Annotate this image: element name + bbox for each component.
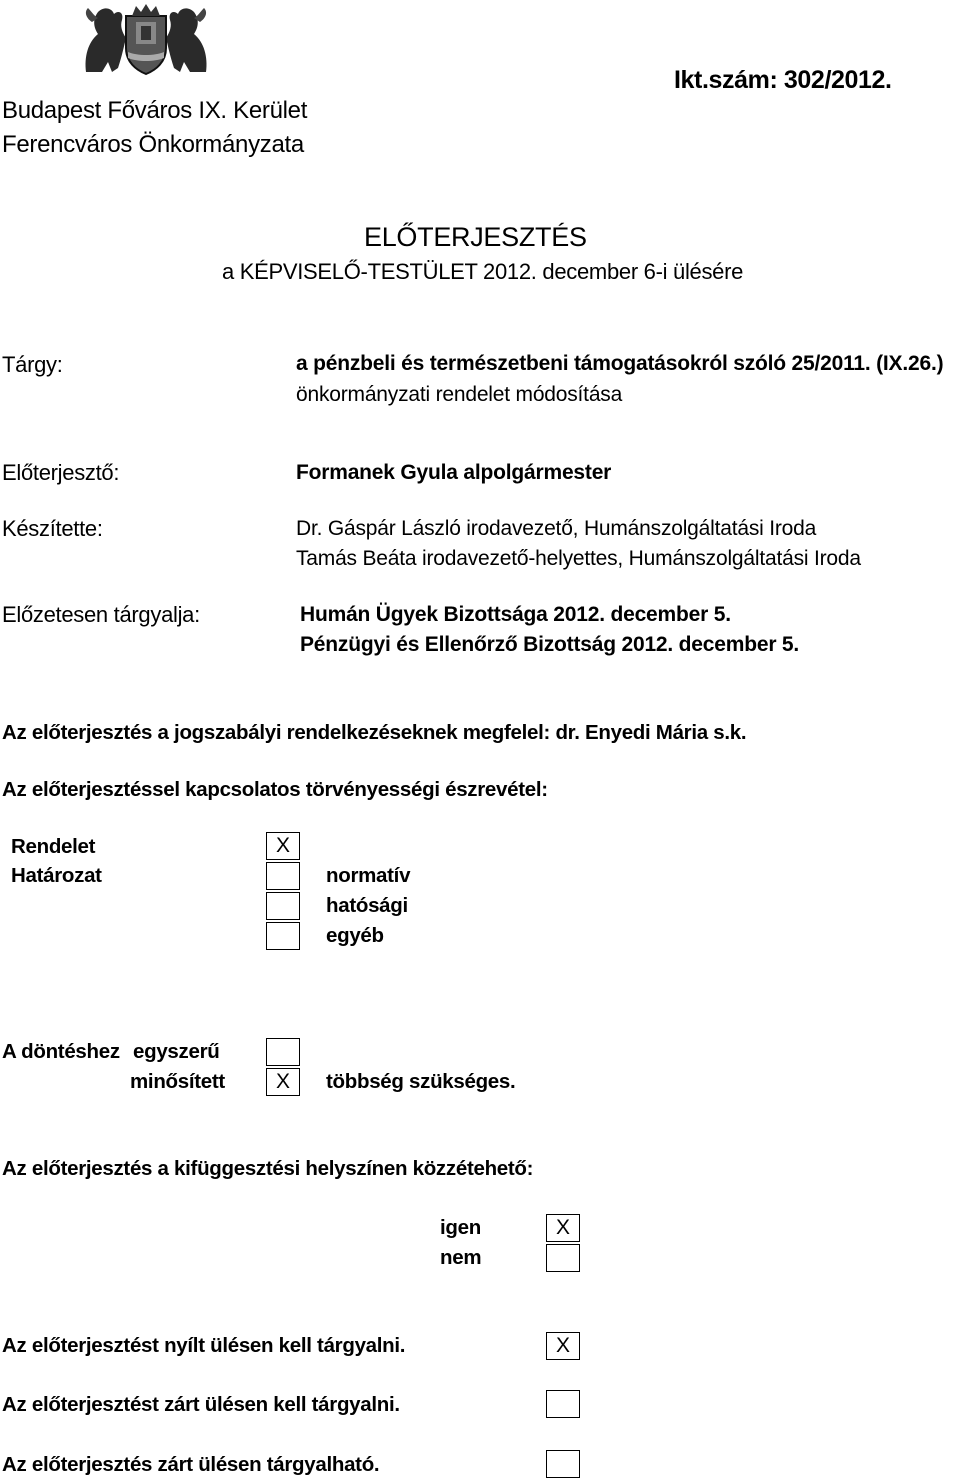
majority-suffix: többség szükséges. — [326, 1070, 516, 1093]
coat-of-arms-icon — [78, 2, 214, 78]
normativ-checkbox[interactable] — [266, 862, 300, 890]
presenter-label: Előterjesztő: — [2, 460, 120, 485]
publication-yes-checkbox[interactable]: X — [546, 1214, 580, 1242]
may-closed-session-text: Az előterjesztés zárt ülésen tárgyalható. — [2, 1453, 380, 1476]
legal-compliance: Az előterjesztés a jogszabályi rendelkezéseknek megfelel: dr. Enyedi Mária s.k. — [2, 721, 747, 744]
rendelet-checkbox[interactable]: X — [266, 832, 300, 860]
prepared-line-1: Dr. Gáspár László irodavezető, Humánszolgáltatási Iroda — [296, 517, 817, 540]
hatarozat-label: Határozat — [11, 864, 102, 887]
open-session-checkbox[interactable]: X — [546, 1332, 580, 1360]
document-title: ELŐTERJESZTÉS — [364, 222, 587, 252]
majority-qualified-label: minősített — [130, 1070, 225, 1093]
presenter-value: Formanek Gyula alpolgármester — [296, 461, 612, 484]
majority-label: A döntéshez — [2, 1040, 120, 1063]
egyeb-checkbox[interactable] — [266, 922, 300, 950]
rendelet-label: Rendelet — [11, 835, 96, 858]
majority-qualified-checkbox[interactable]: X — [266, 1068, 300, 1096]
hatosagi-label: hatósági — [326, 894, 408, 917]
prior-discussion-line-1: Humán Ügyek Bizottsága 2012. december 5. — [300, 603, 731, 626]
subject-line-1: a pénzbeli és természetbeni támogatásokról szóló 25/2011. (IX.26.) — [296, 352, 944, 375]
egyeb-label: egyéb — [326, 924, 384, 947]
closed-session-checkbox[interactable] — [546, 1390, 580, 1418]
subject-line-2: önkormányzati rendelet módosítása — [296, 383, 623, 406]
publication-question: Az előterjesztés a kifüggesztési helyszínen közzétehető: — [2, 1157, 534, 1180]
publication-no-label: nem — [440, 1246, 482, 1269]
normativ-label: normatív — [326, 864, 411, 887]
issuer-line-2: Ferencváros Önkormányzata — [2, 131, 304, 158]
prior-discussion-label: Előzetesen tárgyalja: — [2, 602, 200, 627]
legal-remark: Az előterjesztéssel kapcsolatos törvényességi észrevétel: — [2, 778, 548, 801]
prepared-label: Készítette: — [2, 516, 103, 541]
prior-discussion-line-2: Pénzügyi és Ellenőrző Bizottság 2012. december 5. — [300, 633, 800, 656]
issuer-line-1: Budapest Főváros IX. Kerület — [2, 97, 308, 124]
open-session-text: Az előterjesztést nyílt ülésen kell tárgyalni. — [2, 1334, 406, 1357]
closed-session-text: Az előterjesztést zárt ülésen kell tárgyalni. — [2, 1393, 400, 1416]
hatosagi-checkbox[interactable] — [266, 892, 300, 920]
majority-simple-checkbox[interactable] — [266, 1038, 300, 1066]
majority-simple-label: egyszerű — [133, 1040, 220, 1063]
document-subtitle: a KÉPVISELŐ-TESTÜLET 2012. december 6-i ülésére — [222, 259, 744, 284]
may-closed-session-checkbox[interactable] — [546, 1450, 580, 1478]
publication-yes-label: igen — [440, 1216, 481, 1239]
publication-no-checkbox[interactable] — [546, 1244, 580, 1272]
prepared-line-2: Tamás Beáta irodavezető-helyettes, Humánszolgáltatási Iroda — [296, 547, 861, 570]
file-number: Ikt.szám: 302/2012. — [674, 66, 892, 94]
subject-label: Tárgy: — [2, 352, 63, 377]
